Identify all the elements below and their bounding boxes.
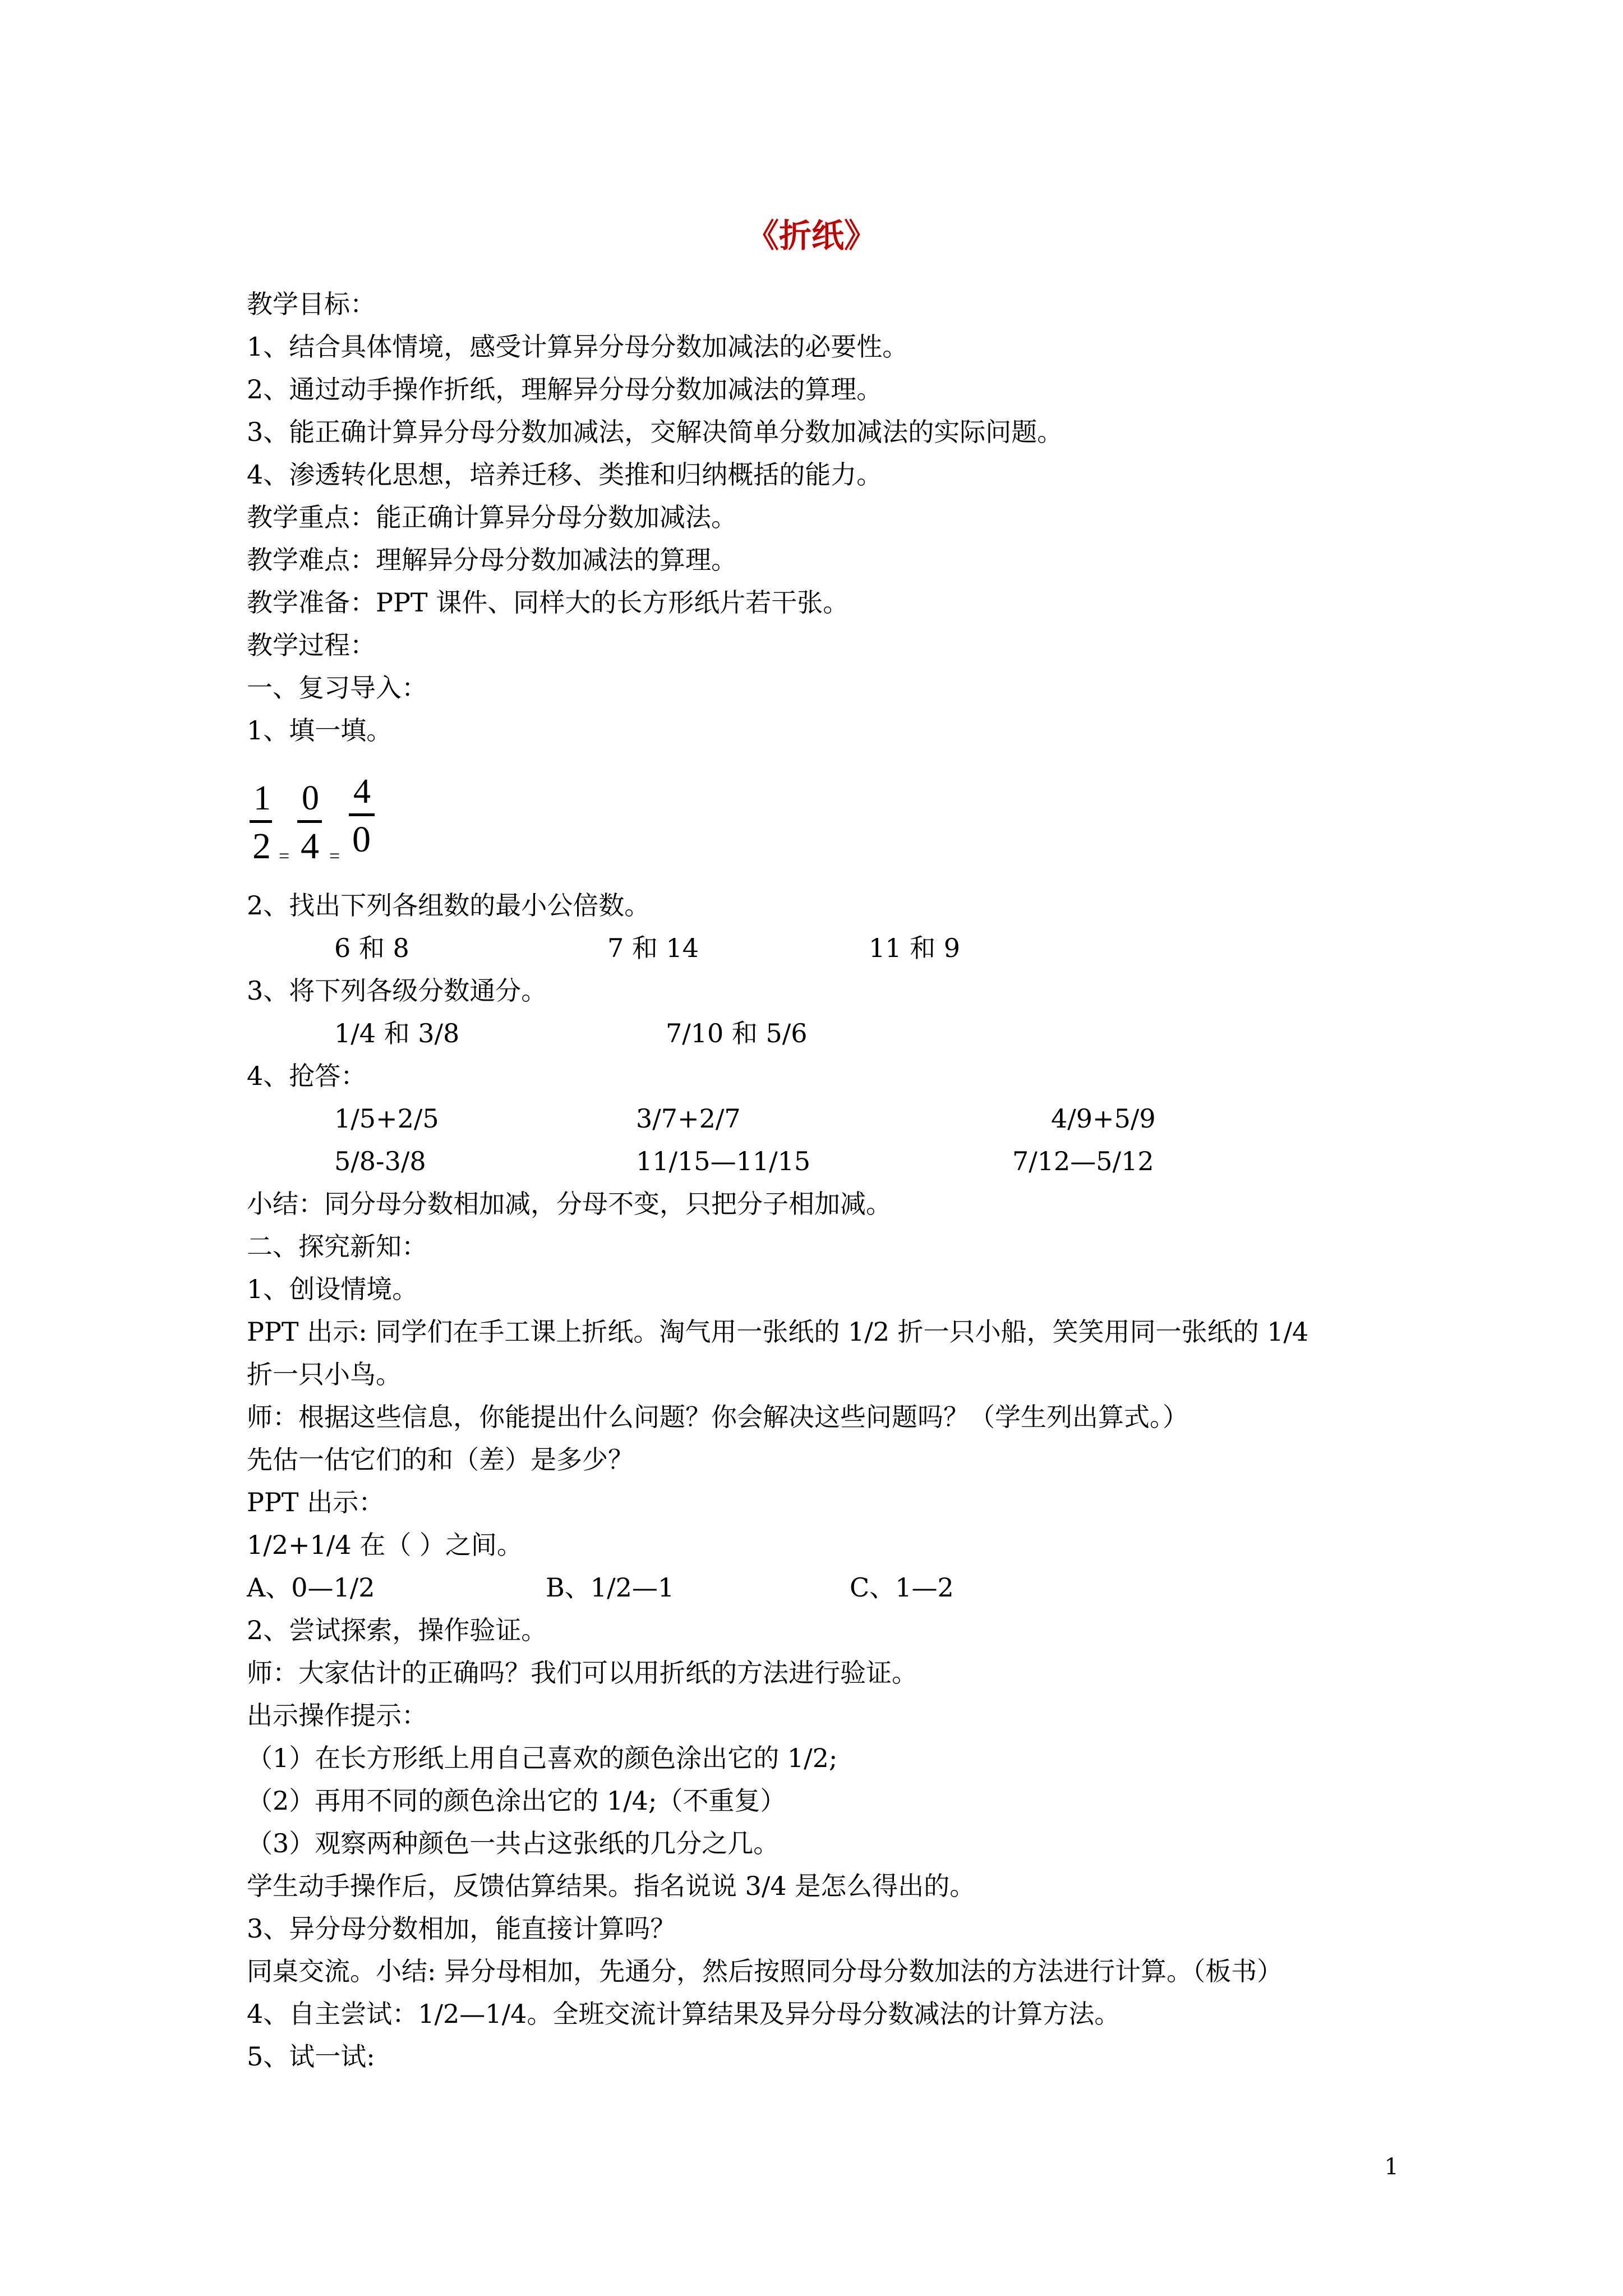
question-2: 2、找出下列各组数的最小公倍数。 — [247, 890, 651, 921]
feedback: 学生动手操作后，反馈估算结果。指名说说 3/4 是怎么得出的。 — [247, 1871, 976, 1901]
page-number: 1 — [1384, 2154, 1399, 2180]
range-question: 1/2+1/4 在（ ）之间。 — [247, 1530, 523, 1560]
key-point: 教学重点：能正确计算异分母分数加减法。 — [247, 502, 737, 532]
objective-1: 1、结合具体情境，感受计算异分母分数加减法的必要性。 — [247, 332, 909, 362]
question-1: 1、填一填。 — [247, 715, 393, 746]
quick-answer-3: 4/9+5/9 — [1051, 1103, 1156, 1134]
equals-sign-1: = — [279, 846, 290, 867]
objective-4: 4、渗透转化思想，培养迁移、类推和归纳概括的能力。 — [247, 459, 883, 490]
step-1: 1、创设情境。 — [247, 1274, 418, 1304]
hint-heading: 出示操作提示： — [247, 1700, 427, 1731]
lcm-item-3: 11 和 9 — [869, 933, 961, 963]
step-4: 4、自主尝试：1/2—1/4。全班交流计算结果及异分母分数减法的计算方法。 — [247, 1999, 1121, 2029]
quick-answer-5: 11/15—11/15 — [636, 1146, 811, 1176]
fraction-1-bar — [250, 820, 272, 823]
step-5: 5、试一试: — [247, 2041, 375, 2072]
fraction-2-numerator: 0 — [302, 779, 319, 817]
option-a: A、0—1/2 — [247, 1572, 375, 1603]
fraction-3-denominator: 0 — [352, 819, 371, 860]
exchange-summary: 同桌交流。小结: 异分母相加，先通分，然后按照同分母分数加法的方法进行计算。（板书） — [247, 1956, 1283, 1986]
teacher-question-2: 师：大家估计的正确吗？我们可以用折纸的方法进行验证。 — [247, 1658, 917, 1688]
fraction-3-numerator: 4 — [353, 772, 371, 811]
option-c: C、1—2 — [850, 1572, 954, 1603]
common-denominator-item-2: 7/10 和 5/6 — [666, 1018, 808, 1048]
lcm-item-1: 6 和 8 — [334, 933, 409, 963]
section1-heading: 一、复习导入： — [247, 673, 427, 703]
ppt-show-1-line-1: PPT 出示: 同学们在手工课上折纸。淘气用一张纸的 1/2 折一只小船，笑笑用同一张纸的 1/4 — [247, 1317, 1309, 1347]
teacher-question-1: 师：根据这些信息，你能提出什么问题？你会解决这些问题吗？（学生列出算式。） — [247, 1402, 1188, 1432]
quick-answer-2: 3/7+2/7 — [636, 1103, 741, 1134]
quick-answer-6: 7/12—5/12 — [1012, 1146, 1154, 1176]
process-heading: 教学过程： — [247, 630, 376, 660]
fraction-1-numerator: 1 — [253, 779, 271, 817]
fraction-2-denominator: 4 — [301, 826, 319, 867]
objective-3: 3、能正确计算异分母分数加减法，交解决简单分数加减法的实际问题。 — [247, 417, 1063, 447]
objective-2: 2、通过动手操作折纸，理解异分母分数加减法的算理。 — [247, 374, 883, 404]
fraction-2-bar — [297, 820, 322, 823]
ppt-show-2: PPT 出示： — [247, 1487, 385, 1517]
section2-heading: 二、探究新知： — [247, 1231, 427, 1262]
hint-1: （1）在长方形纸上用自己喜欢的颜色涂出它的 1/2; — [247, 1743, 838, 1773]
step-2: 2、尝试探索，操作验证。 — [247, 1615, 547, 1645]
fraction-3-bar — [349, 813, 375, 816]
hint-3: （3）观察两种颜色一共占这张纸的几分之几。 — [247, 1828, 780, 1858]
question-4: 4、抢答： — [247, 1061, 367, 1091]
lcm-item-2: 7 和 14 — [607, 933, 699, 963]
difficulty: 教学难点：理解异分母分数加减法的算理。 — [247, 545, 737, 575]
preparation: 教学准备：PPT 课件、同样大的长方形纸片若干张。 — [247, 587, 849, 618]
document-title: 《折纸》 — [746, 217, 877, 255]
hint-2: （2）再用不同的颜色涂出它的 1/4;（不重复） — [247, 1786, 786, 1816]
fraction-1-denominator: 2 — [252, 826, 271, 867]
summary-1: 小结：同分母分数相加减，分母不变，只把分子相加减。 — [247, 1189, 892, 1219]
quick-answer-4: 5/8-3/8 — [334, 1146, 426, 1176]
option-b: B、1/2—1 — [546, 1572, 675, 1603]
equals-sign-2: = — [329, 846, 340, 867]
common-denominator-item-1: 1/4 和 3/8 — [334, 1018, 460, 1048]
objectives-heading: 教学目标： — [247, 289, 376, 319]
quick-answer-1: 1/5+2/5 — [334, 1103, 439, 1134]
ppt-show-1-line-2: 折一只小鸟。 — [247, 1359, 402, 1389]
estimate-prompt: 先估一估它们的和（差）是多少？ — [247, 1444, 634, 1475]
step-3: 3、异分母分数相加，能直接计算吗？ — [247, 1913, 676, 1944]
question-3: 3、将下列各级分数通分。 — [247, 976, 547, 1006]
